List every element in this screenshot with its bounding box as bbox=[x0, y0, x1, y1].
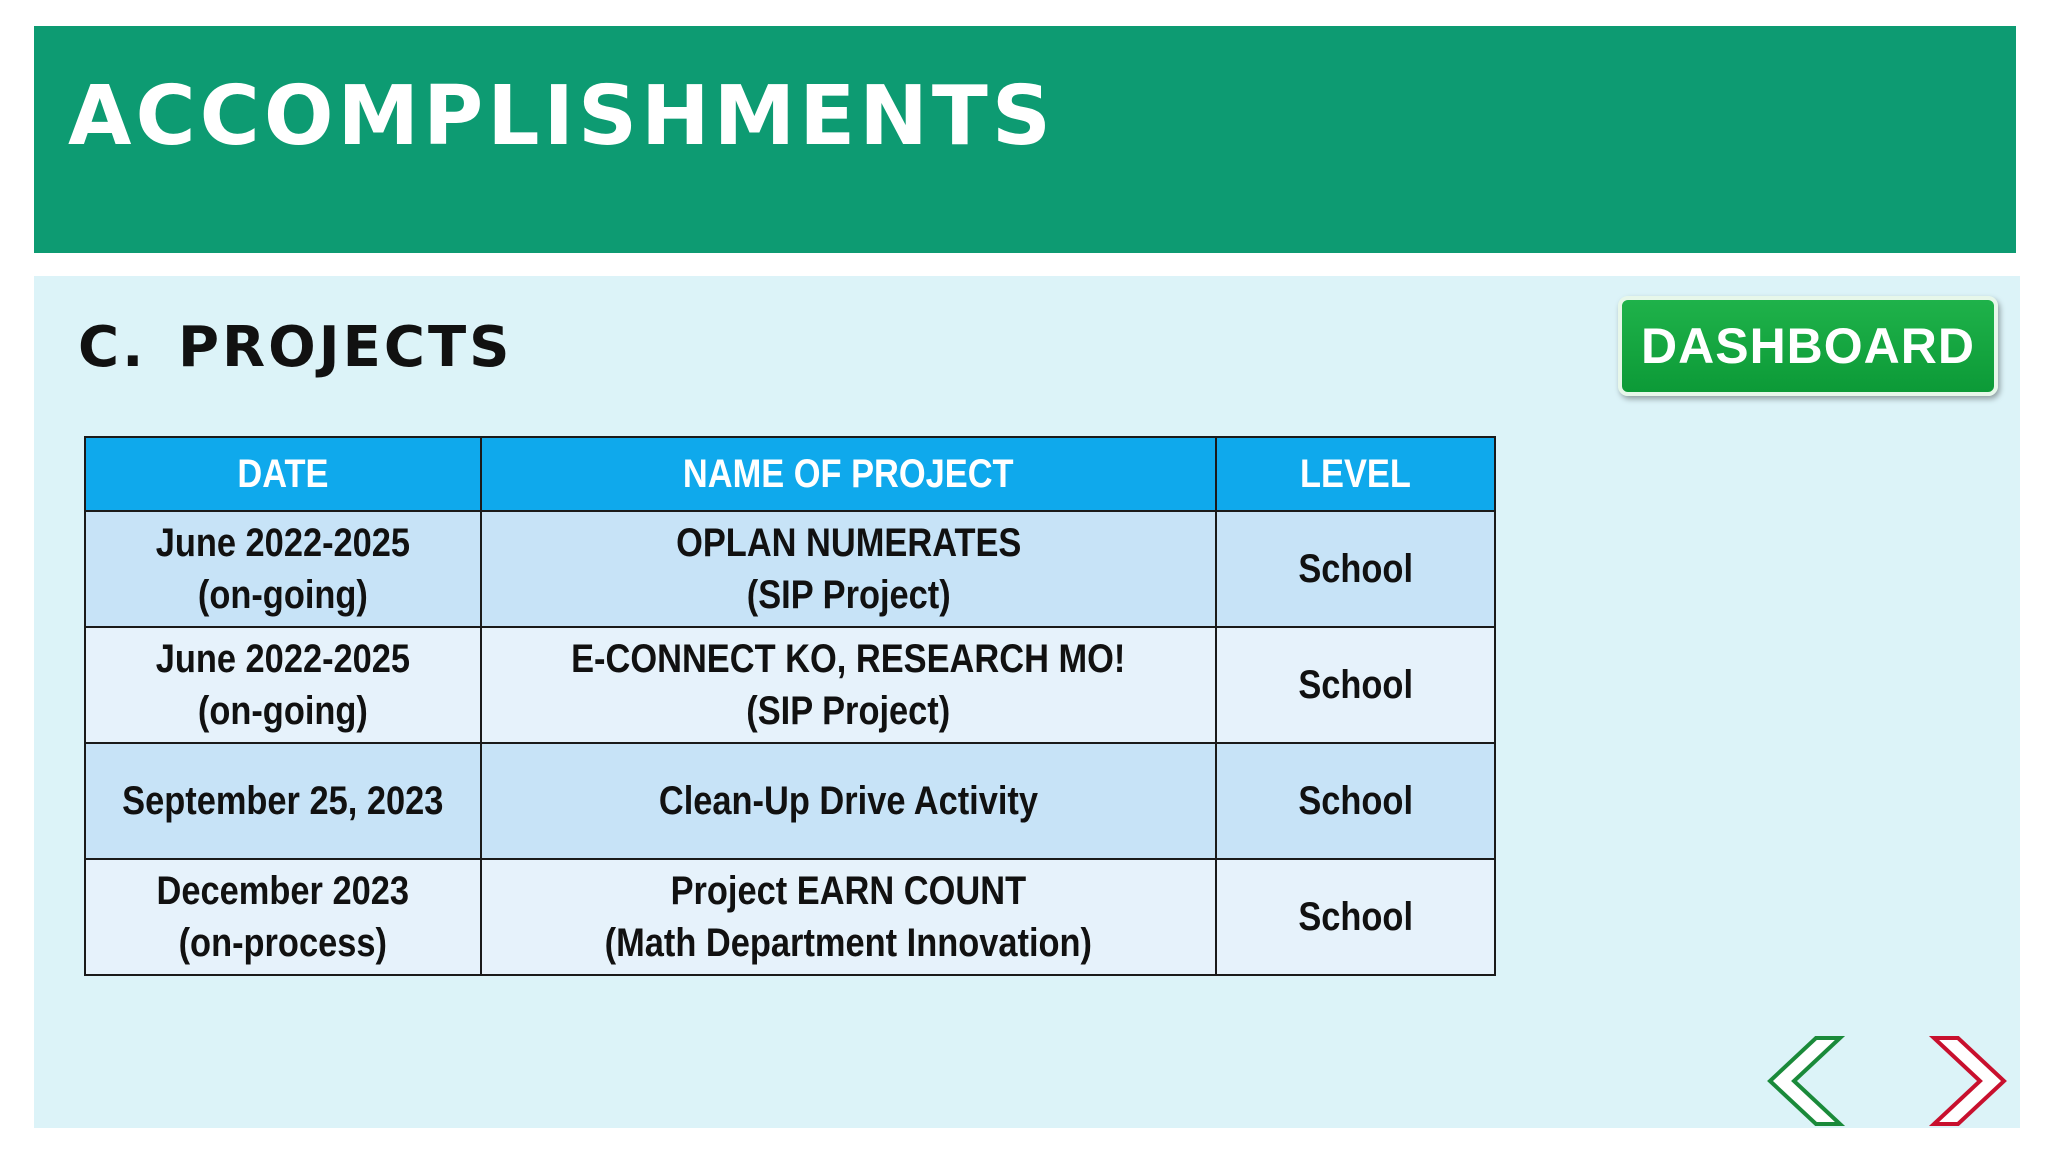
table-row bbox=[85, 743, 1495, 859]
table-row bbox=[85, 859, 1495, 975]
cell-date: December 2023 (on-process) bbox=[85, 859, 481, 975]
table-row bbox=[85, 511, 1495, 627]
section-title bbox=[78, 315, 513, 380]
cell-date: June 2022-2025 (on-going) bbox=[85, 627, 481, 743]
column-header-level: LEVEL bbox=[1216, 437, 1495, 511]
cell-project-name: Clean-Up Drive Activity bbox=[481, 743, 1217, 859]
table-row bbox=[85, 627, 1495, 743]
dashboard-button[interactable]: DASHBOARD bbox=[1618, 296, 1998, 396]
column-header-name: NAME OF PROJECT bbox=[481, 437, 1217, 511]
chevron-right-icon bbox=[1934, 1038, 2004, 1124]
next-slide-button[interactable] bbox=[1928, 1036, 2024, 1126]
cell-project-name: E-CONNECT KO, RESEARCH MO! (SIP Project) bbox=[481, 627, 1217, 743]
table-body bbox=[85, 511, 1495, 975]
cell-level: School bbox=[1216, 511, 1495, 627]
previous-slide-button[interactable] bbox=[1750, 1036, 1846, 1126]
cell-project-name: Project EARN COUNT (Math Department Innovation) bbox=[481, 859, 1217, 975]
section-letter: C. bbox=[78, 315, 147, 380]
cell-level: School bbox=[1216, 859, 1495, 975]
column-header-date: DATE bbox=[85, 437, 481, 511]
projects-table bbox=[84, 436, 1496, 976]
section-title-text: PROJECTS bbox=[178, 315, 513, 380]
page-title: ACCOMPLISHMENTS bbox=[68, 69, 1055, 164]
cell-project-name: OPLAN NUMERATES (SIP Project) bbox=[481, 511, 1217, 627]
cell-level: School bbox=[1216, 627, 1495, 743]
cell-level: School bbox=[1216, 743, 1495, 859]
table-header-row bbox=[85, 437, 1495, 511]
cell-date: September 25, 2023 bbox=[85, 743, 481, 859]
chevron-left-icon bbox=[1770, 1038, 1840, 1124]
cell-date: June 2022-2025 (on-going) bbox=[85, 511, 481, 627]
